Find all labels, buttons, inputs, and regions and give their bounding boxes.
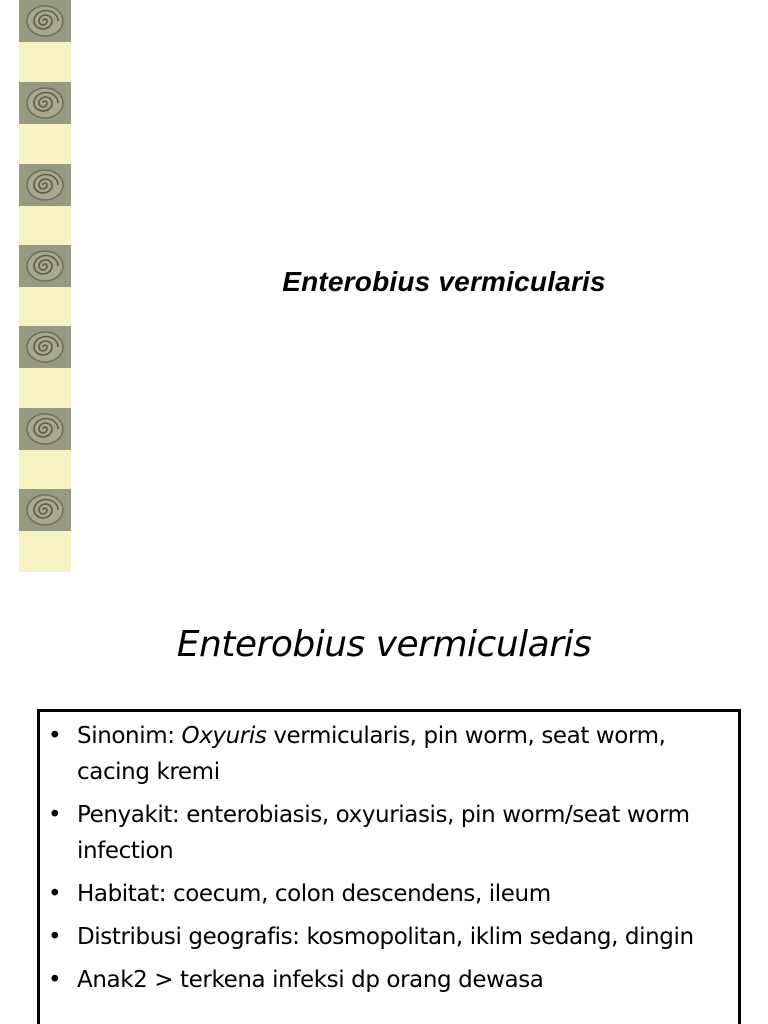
content-slide: [0, 590, 768, 1024]
slide-title: Enterobius vermicularis: [282, 266, 606, 297]
bullet-item: • Habitat: coecum, colon descendens, ileum: [46, 876, 730, 912]
spiral-shell-icon: [19, 0, 71, 42]
spiral-shell-icon: [19, 164, 71, 206]
slide-title: Enterobius vermicularis: [176, 624, 592, 665]
bullet-item: • Distribusi geografis: kosmopolitan, iklim sedang, dingin: [46, 919, 730, 955]
decorative-strip: [19, 0, 71, 572]
bullet-item: • Sinonim: Oxyuris vermicularis, pin worm, seat worm, cacing kremi: [46, 718, 730, 790]
spiral-shell-icon: [19, 326, 71, 368]
bullet-marker: •: [48, 881, 62, 907]
bullet-box: [37, 709, 741, 1024]
bullet-list: [46, 718, 730, 1005]
bullet-marker: •: [48, 723, 62, 749]
bullet-marker: •: [48, 967, 62, 993]
bullet-marker: •: [48, 802, 62, 828]
spiral-shell-icon: [19, 408, 71, 450]
bullet-item: • Penyakit: enterobiasis, oxyuriasis, pin worm/seat worm infection: [46, 797, 730, 869]
bullet-marker: •: [48, 924, 62, 950]
spiral-shell-icon: [19, 82, 71, 124]
bullet-item: • Anak2 > terkena infeksi dp orang dewasa: [46, 962, 730, 998]
spiral-shell-icon: [19, 245, 71, 287]
spiral-shell-icon: [19, 489, 71, 531]
